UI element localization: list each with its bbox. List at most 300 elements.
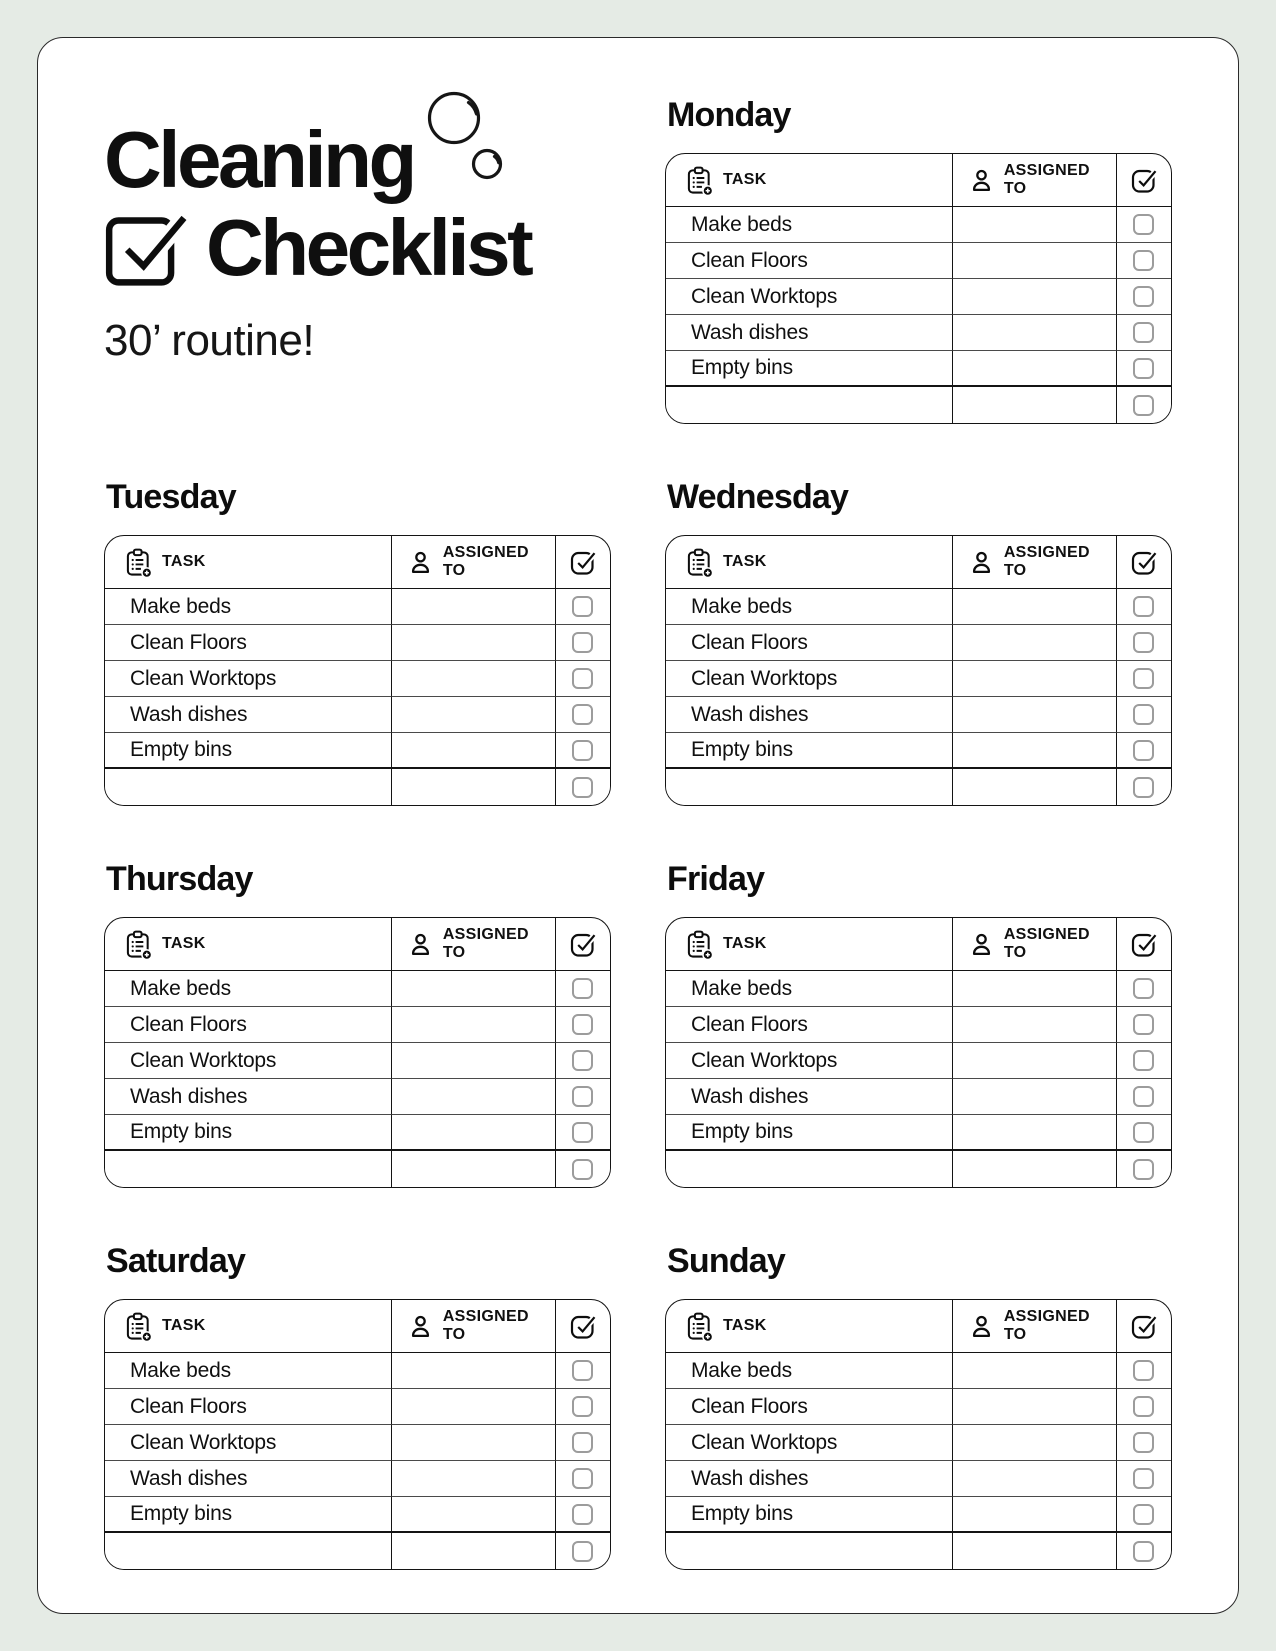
task-row [105, 1007, 610, 1043]
check-cell [1117, 279, 1171, 315]
task-cell [105, 1533, 392, 1569]
task-cell: Make beds [666, 589, 953, 625]
task-cell: Empty bins [666, 1497, 953, 1533]
assigned-column-header [953, 1300, 1117, 1353]
assigned-cell[interactable] [953, 733, 1117, 769]
task-cell: Wash dishes [105, 1079, 392, 1115]
day-section [665, 96, 1172, 424]
task-cell: Make beds [666, 207, 953, 243]
page-title-line1: Cleaning [104, 115, 414, 204]
assigned-cell[interactable] [953, 1389, 1117, 1425]
assigned-column-label: ASSIGNED TO [1003, 1308, 1090, 1343]
assigned-cell[interactable] [953, 625, 1117, 661]
table-header-row [666, 1300, 1171, 1353]
task-checkbox[interactable] [572, 1050, 593, 1071]
assigned-cell[interactable] [953, 589, 1117, 625]
task-checkbox[interactable] [1133, 1432, 1154, 1453]
assigned-cell[interactable] [392, 1461, 556, 1497]
task-checkbox[interactable] [1133, 1541, 1154, 1562]
task-checkbox[interactable] [572, 1122, 593, 1143]
check-cell [556, 733, 610, 769]
task-checkbox[interactable] [1133, 777, 1154, 798]
task-column-label: TASK [162, 1317, 206, 1334]
assigned-cell[interactable] [953, 1007, 1117, 1043]
task-cell: Wash dishes [666, 1461, 953, 1497]
empty-row [105, 1151, 610, 1187]
assigned-cell[interactable] [392, 1115, 556, 1151]
check-cell [556, 1115, 610, 1151]
day-section [665, 478, 1172, 806]
assigned-cell[interactable] [953, 243, 1117, 279]
task-rows [666, 589, 1171, 805]
day-table [104, 535, 611, 806]
task-cell: Clean Floors [666, 243, 953, 279]
task-cell: Clean Floors [666, 625, 953, 661]
task-checkbox[interactable] [572, 1360, 593, 1381]
task-checkbox[interactable] [1133, 1159, 1154, 1180]
check-cell [556, 1151, 610, 1187]
task-column-header [666, 536, 953, 589]
day-table [104, 1299, 611, 1570]
task-checkbox[interactable] [1133, 596, 1154, 617]
clipboard-add-task-icon [125, 1312, 152, 1341]
assigned-cell[interactable] [953, 279, 1117, 315]
check-cell [556, 1353, 610, 1389]
assigned-column-header [392, 1300, 556, 1353]
assigned-cell[interactable] [392, 589, 556, 625]
task-cell [666, 769, 953, 805]
check-cell [556, 625, 610, 661]
task-row [666, 315, 1171, 351]
empty-row [666, 769, 1171, 805]
task-column-header [105, 536, 392, 589]
assigned-cell[interactable] [392, 1425, 556, 1461]
task-column-label: TASK [723, 553, 767, 570]
assigned-column-label: ASSIGNED TO [442, 1308, 529, 1343]
assigned-cell[interactable] [392, 697, 556, 733]
task-checkbox[interactable] [572, 978, 593, 999]
checklist-table [666, 536, 1171, 805]
day-heading-sunday: Sunday [667, 1242, 786, 1280]
task-cell [666, 1151, 953, 1187]
task-cell: Make beds [105, 971, 392, 1007]
day-section [104, 478, 611, 806]
day-heading-wednesday: Wednesday [667, 478, 849, 516]
task-row [666, 1007, 1171, 1043]
task-row [105, 1079, 610, 1115]
check-column-header [556, 536, 610, 589]
day-table [665, 1299, 1172, 1570]
task-row [666, 1043, 1171, 1079]
day-heading-friday: Friday [667, 860, 765, 898]
empty-row [666, 1151, 1171, 1187]
empty-row [105, 769, 610, 805]
task-row [666, 1353, 1171, 1389]
checkbox-check-icon [104, 206, 190, 290]
assigned-cell[interactable] [392, 769, 556, 805]
title-block [104, 96, 611, 366]
person-icon [969, 932, 994, 957]
assigned-column-label: ASSIGNED TO [1003, 926, 1090, 961]
check-cell [556, 1079, 610, 1115]
table-header-row [666, 154, 1171, 207]
check-cell [1117, 1497, 1171, 1533]
checklist-table [666, 154, 1171, 423]
assigned-cell[interactable] [392, 1007, 556, 1043]
day-heading-tuesday: Tuesday [106, 478, 236, 516]
assigned-column-label: ASSIGNED TO [442, 544, 529, 579]
assigned-cell[interactable] [953, 1151, 1117, 1187]
task-rows [666, 207, 1171, 423]
task-row [666, 1115, 1171, 1151]
task-checkbox[interactable] [572, 1541, 593, 1562]
task-cell: Wash dishes [105, 1461, 392, 1497]
task-row [666, 243, 1171, 279]
clipboard-add-task-icon [125, 930, 152, 959]
title-line-1 [104, 115, 611, 204]
check-cell [1117, 1425, 1171, 1461]
check-cell [1117, 1389, 1171, 1425]
task-cell: Clean Floors [105, 1007, 392, 1043]
task-row [105, 589, 610, 625]
task-checkbox[interactable] [572, 596, 593, 617]
clipboard-add-task-icon [686, 166, 713, 195]
task-checkbox[interactable] [572, 704, 593, 725]
task-checkbox[interactable] [572, 1396, 593, 1417]
person-icon [408, 550, 433, 575]
task-cell: Empty bins [666, 1115, 953, 1151]
title-line-2 [104, 203, 611, 292]
check-cell [556, 589, 610, 625]
person-icon [969, 168, 994, 193]
check-cell [556, 1533, 610, 1569]
check-cell [1117, 769, 1171, 805]
assigned-cell[interactable] [392, 1389, 556, 1425]
day-section [665, 1242, 1172, 1570]
task-cell [666, 387, 953, 423]
assigned-cell[interactable] [392, 625, 556, 661]
task-cell [105, 1151, 392, 1187]
task-column-header [666, 1300, 953, 1353]
day-heading-saturday: Saturday [106, 1242, 246, 1280]
check-cell [1117, 387, 1171, 423]
assigned-cell[interactable] [392, 1497, 556, 1533]
task-checkbox[interactable] [572, 740, 593, 761]
task-row [666, 971, 1171, 1007]
task-rows [666, 1353, 1171, 1569]
empty-row [666, 387, 1171, 423]
assigned-column-label: ASSIGNED TO [1003, 162, 1090, 197]
assigned-cell[interactable] [392, 1353, 556, 1389]
task-row [105, 625, 610, 661]
bubbles-icon [424, 88, 508, 192]
table-header-row [666, 536, 1171, 589]
task-cell: Empty bins [666, 351, 953, 387]
task-checkbox[interactable] [1133, 358, 1154, 379]
task-checkbox[interactable] [572, 1468, 593, 1489]
checkbox-check-icon [569, 1312, 597, 1340]
task-checkbox[interactable] [1133, 740, 1154, 761]
task-cell [666, 1533, 953, 1569]
task-row [666, 207, 1171, 243]
task-column-header [666, 918, 953, 971]
task-cell: Clean Worktops [105, 1425, 392, 1461]
checklist-table [666, 918, 1171, 1187]
empty-row [105, 1533, 610, 1569]
task-row [105, 661, 610, 697]
task-checkbox[interactable] [1133, 1122, 1154, 1143]
task-checkbox[interactable] [1133, 250, 1154, 271]
day-section [104, 860, 611, 1188]
task-checkbox[interactable] [572, 668, 593, 689]
checkbox-check-icon [569, 930, 597, 958]
check-cell [1117, 1079, 1171, 1115]
task-row [105, 1115, 610, 1151]
check-column-header [1117, 1300, 1171, 1353]
check-cell [556, 1389, 610, 1425]
task-checkbox[interactable] [572, 1432, 593, 1453]
check-cell [1117, 1353, 1171, 1389]
task-column-header [666, 154, 953, 207]
check-cell [1117, 971, 1171, 1007]
task-checkbox[interactable] [1133, 1396, 1154, 1417]
task-cell: Clean Floors [105, 1389, 392, 1425]
check-cell [1117, 351, 1171, 387]
task-row [105, 1389, 610, 1425]
task-checkbox[interactable] [1133, 1504, 1154, 1525]
empty-row [666, 1533, 1171, 1569]
task-row [105, 1425, 610, 1461]
task-cell: Empty bins [105, 1115, 392, 1151]
assigned-cell[interactable] [392, 1533, 556, 1569]
day-table [665, 153, 1172, 424]
task-checkbox[interactable] [1133, 322, 1154, 343]
task-row [105, 1043, 610, 1079]
check-cell [556, 1425, 610, 1461]
task-row [666, 1389, 1171, 1425]
check-cell [1117, 315, 1171, 351]
task-row [666, 351, 1171, 387]
task-checkbox[interactable] [1133, 1014, 1154, 1035]
day-table [665, 535, 1172, 806]
checkbox-check-icon [569, 548, 597, 576]
task-cell: Wash dishes [105, 697, 392, 733]
task-cell [105, 769, 392, 805]
assigned-cell[interactable] [953, 1533, 1117, 1569]
assigned-cell[interactable] [392, 1043, 556, 1079]
assigned-cell[interactable] [953, 1461, 1117, 1497]
task-cell: Wash dishes [666, 697, 953, 733]
person-icon [408, 1314, 433, 1339]
assigned-cell[interactable] [953, 1497, 1117, 1533]
task-checkbox[interactable] [1133, 1468, 1154, 1489]
task-checkbox[interactable] [572, 1159, 593, 1180]
day-table [104, 917, 611, 1188]
task-row [666, 1497, 1171, 1533]
assigned-column-header [953, 154, 1117, 207]
task-rows [105, 971, 610, 1187]
clipboard-add-task-icon [125, 548, 152, 577]
task-checkbox[interactable] [1133, 668, 1154, 689]
day-table [665, 917, 1172, 1188]
assigned-cell[interactable] [392, 661, 556, 697]
task-checkbox[interactable] [1133, 704, 1154, 725]
assigned-cell[interactable] [953, 1353, 1117, 1389]
check-cell [556, 1007, 610, 1043]
task-row [666, 1079, 1171, 1115]
task-checkbox[interactable] [1133, 286, 1154, 307]
task-column-header [105, 918, 392, 971]
check-cell [556, 1043, 610, 1079]
task-column-label: TASK [723, 935, 767, 952]
day-heading-thursday: Thursday [106, 860, 253, 898]
task-row [105, 733, 610, 769]
task-row [105, 1497, 610, 1533]
check-cell [1117, 589, 1171, 625]
assigned-column-header [392, 918, 556, 971]
assigned-cell[interactable] [953, 1043, 1117, 1079]
task-row [666, 733, 1171, 769]
day-heading-monday: Monday [667, 96, 791, 134]
task-rows [105, 1353, 610, 1569]
check-cell [1117, 1115, 1171, 1151]
check-column-header [556, 918, 610, 971]
checklist-table [105, 1300, 610, 1569]
assigned-cell[interactable] [953, 697, 1117, 733]
task-checkbox[interactable] [1133, 1086, 1154, 1107]
assigned-cell[interactable] [392, 971, 556, 1007]
task-row [105, 697, 610, 733]
task-cell: Make beds [105, 589, 392, 625]
assigned-cell[interactable] [953, 387, 1117, 423]
check-column-header [1117, 154, 1171, 207]
task-cell: Clean Worktops [666, 661, 953, 697]
check-cell [556, 971, 610, 1007]
assigned-column-header [953, 536, 1117, 589]
check-cell [1117, 625, 1171, 661]
clipboard-add-task-icon [686, 930, 713, 959]
page-title-line2: Checklist [206, 203, 531, 292]
check-cell [1117, 207, 1171, 243]
check-cell [556, 697, 610, 733]
check-cell [556, 1461, 610, 1497]
assigned-cell[interactable] [392, 1151, 556, 1187]
check-cell [1117, 243, 1171, 279]
day-section [665, 860, 1172, 1188]
check-column-header [1117, 536, 1171, 589]
task-checkbox[interactable] [1133, 1360, 1154, 1381]
task-checkbox[interactable] [572, 1086, 593, 1107]
task-checkbox[interactable] [1133, 978, 1154, 999]
assigned-column-header [392, 536, 556, 589]
checkbox-check-icon [1130, 930, 1158, 958]
assigned-cell[interactable] [953, 207, 1117, 243]
task-cell: Clean Worktops [105, 661, 392, 697]
person-icon [408, 932, 433, 957]
checkbox-check-icon [1130, 1312, 1158, 1340]
check-cell [1117, 1043, 1171, 1079]
task-checkbox[interactable] [572, 632, 593, 653]
task-cell: Empty bins [666, 733, 953, 769]
task-row [666, 625, 1171, 661]
checklist-table [666, 1300, 1171, 1569]
task-cell: Make beds [666, 971, 953, 1007]
task-cell: Make beds [666, 1353, 953, 1389]
task-checkbox[interactable] [1133, 1050, 1154, 1071]
task-checkbox[interactable] [1133, 632, 1154, 653]
checklist-table [105, 918, 610, 1187]
task-cell: Clean Worktops [105, 1043, 392, 1079]
checkbox-check-icon [1130, 548, 1158, 576]
task-row [105, 1461, 610, 1497]
task-row [666, 589, 1171, 625]
assigned-column-header [953, 918, 1117, 971]
table-header-row [105, 1300, 610, 1353]
task-checkbox[interactable] [1133, 214, 1154, 235]
assigned-cell[interactable] [953, 769, 1117, 805]
check-cell [1117, 1461, 1171, 1497]
task-column-header [105, 1300, 392, 1353]
check-cell [1117, 1007, 1171, 1043]
task-cell: Clean Floors [105, 625, 392, 661]
assigned-cell[interactable] [953, 971, 1117, 1007]
task-checkbox[interactable] [572, 1014, 593, 1035]
checkbox-check-icon [1130, 166, 1158, 194]
assigned-cell[interactable] [953, 1079, 1117, 1115]
assigned-cell[interactable] [953, 1425, 1117, 1461]
task-cell: Clean Floors [666, 1389, 953, 1425]
task-rows [666, 971, 1171, 1187]
content-grid [104, 96, 1172, 1570]
task-cell: Wash dishes [666, 315, 953, 351]
page-subtitle: 30’ routine! [104, 316, 315, 365]
task-checkbox[interactable] [572, 777, 593, 798]
table-header-row [666, 918, 1171, 971]
task-column-label: TASK [162, 553, 206, 570]
task-checkbox[interactable] [1133, 395, 1154, 416]
task-row [666, 279, 1171, 315]
task-cell: Clean Floors [666, 1007, 953, 1043]
task-checkbox[interactable] [572, 1504, 593, 1525]
task-cell: Empty bins [105, 1497, 392, 1533]
check-column-header [556, 1300, 610, 1353]
task-cell: Clean Worktops [666, 279, 953, 315]
task-cell: Clean Worktops [666, 1425, 953, 1461]
assigned-column-label: ASSIGNED TO [1003, 544, 1090, 579]
assigned-cell[interactable] [392, 733, 556, 769]
check-cell [1117, 697, 1171, 733]
check-cell [1117, 733, 1171, 769]
assigned-cell[interactable] [953, 661, 1117, 697]
clipboard-add-task-icon [686, 548, 713, 577]
day-section [104, 1242, 611, 1570]
table-header-row [105, 536, 610, 589]
assigned-cell[interactable] [953, 351, 1117, 387]
check-cell [556, 661, 610, 697]
check-cell [1117, 661, 1171, 697]
assigned-column-label: ASSIGNED TO [442, 926, 529, 961]
table-header-row [105, 918, 610, 971]
task-cell: Wash dishes [666, 1079, 953, 1115]
task-row [105, 1353, 610, 1389]
assigned-cell[interactable] [392, 1079, 556, 1115]
assigned-cell[interactable] [953, 1115, 1117, 1151]
person-icon [969, 550, 994, 575]
assigned-cell[interactable] [953, 315, 1117, 351]
check-cell [556, 1497, 610, 1533]
check-column-header [1117, 918, 1171, 971]
clipboard-add-task-icon [686, 1312, 713, 1341]
